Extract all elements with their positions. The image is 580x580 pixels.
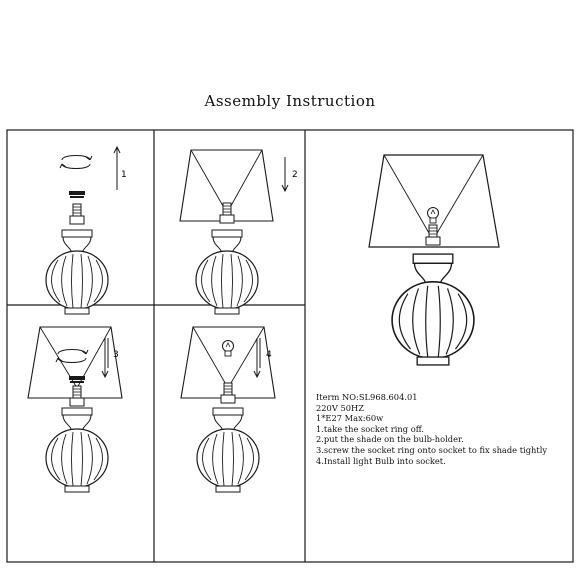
instruction-step-2: 2.put the shade on the bulb-holder.: [316, 434, 464, 445]
socket-holder: [70, 204, 84, 224]
down-arrow-icon: [282, 157, 288, 191]
step-2-panel: [180, 150, 298, 314]
up-arrow-icon: [114, 147, 120, 190]
lamp-base: [392, 254, 474, 365]
bulb-rating: 1*E27 Max:60w: [316, 413, 384, 424]
instruction-step-3: 3.screw the socket ring onto socket to fix shade tightly: [316, 444, 548, 455]
step-4-number: 4: [266, 350, 272, 360]
assembled-lamp: [369, 155, 499, 365]
step-4-panel: [181, 327, 275, 492]
lamp-base: [46, 408, 108, 492]
step-1-number: 1: [121, 170, 127, 180]
product-specs: [316, 392, 578, 466]
instruction-step-1: 1.take the socket ring off.: [316, 423, 424, 434]
step-1-panel: [46, 147, 127, 314]
lamp-base: [197, 408, 259, 492]
item-number: Iterm NO:SL968.604.01: [316, 392, 418, 402]
socket-ring: [69, 191, 85, 198]
lamp-base: [46, 230, 108, 314]
step-2-number: 2: [292, 170, 298, 180]
socket-ring: [69, 376, 85, 383]
instruction-step-4: 4.Install light Bulb into socket.: [316, 455, 446, 466]
step-3-panel: [28, 327, 122, 492]
voltage-rating: 220V 50HZ: [316, 402, 365, 413]
step-3-number: 3: [113, 350, 119, 360]
lamp-base: [196, 230, 258, 314]
page-title: Assembly Instruction: [204, 92, 376, 110]
rotate-arrow-icon: [60, 156, 92, 169]
